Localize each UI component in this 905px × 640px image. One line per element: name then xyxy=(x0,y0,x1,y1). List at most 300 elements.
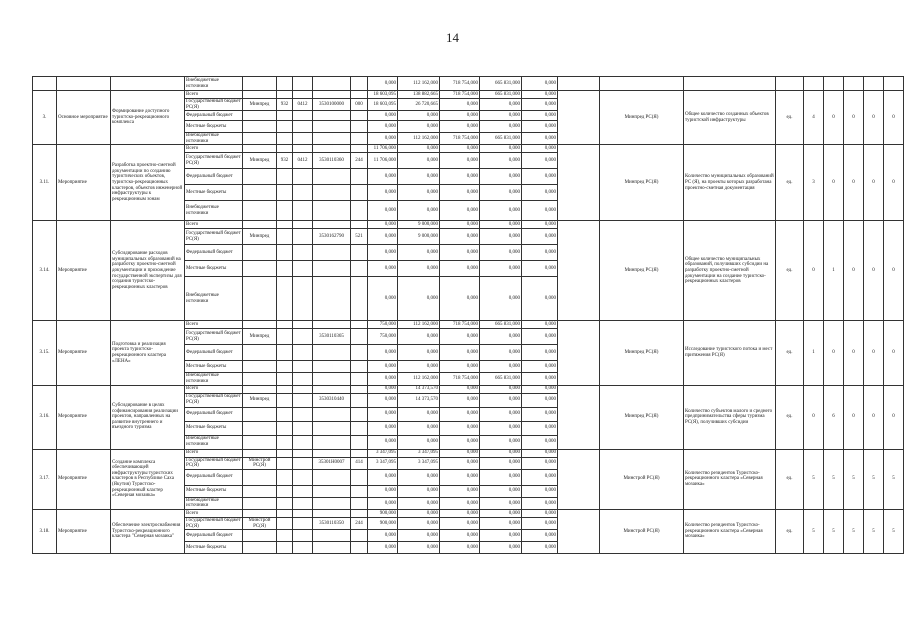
table-row xyxy=(33,385,904,393)
code-cell xyxy=(277,321,293,329)
code-cell xyxy=(313,361,351,373)
amount-cell: 0,000 xyxy=(522,393,558,407)
amount-cell: 0,000 xyxy=(522,153,558,169)
code-cell xyxy=(293,169,313,185)
amount-cell: 750,000 xyxy=(368,329,398,345)
spacer-cell xyxy=(558,221,600,321)
code-cell xyxy=(243,542,277,554)
amount-cell: 0,000 xyxy=(398,345,440,361)
code-cell xyxy=(313,111,351,121)
amount-cell: 0,000 xyxy=(368,185,398,201)
amount-cell: 0,000 xyxy=(398,485,440,497)
csr-cell: 3530162790 xyxy=(313,229,351,245)
target-cell: 5 xyxy=(824,509,844,553)
source-label-cell: Федеральный бюджет xyxy=(185,530,243,542)
target-cell: 0 xyxy=(844,221,864,321)
source-label-cell: Внебюджетные источники xyxy=(185,497,243,509)
row-number-cell: 3. xyxy=(33,91,57,145)
code-cell xyxy=(293,542,313,554)
code-cell xyxy=(313,421,351,435)
amount-cell: 0,000 xyxy=(522,542,558,554)
code-cell xyxy=(243,145,277,153)
unit-cell: ед. xyxy=(776,91,804,145)
table-row xyxy=(33,449,904,457)
code-cell xyxy=(351,407,368,421)
amount-cell: 0,000 xyxy=(522,169,558,185)
amount-cell: 0,000 xyxy=(480,345,522,361)
target-cell: 3 xyxy=(804,145,824,221)
code-cell xyxy=(243,373,277,385)
code-cell xyxy=(277,469,293,485)
code-cell xyxy=(277,449,293,457)
amount-cell: 718 754,000 xyxy=(440,321,480,329)
amount-cell: 0,000 xyxy=(440,449,480,457)
amount-cell: 0,000 xyxy=(440,497,480,509)
source-label-cell: Внебюджетные источники xyxy=(185,77,243,91)
executor-cell: Минпред РС(Я) xyxy=(600,91,684,145)
code-cell xyxy=(243,169,277,185)
source-label-cell: Федеральный бюджет xyxy=(185,469,243,485)
amount-cell: 0,000 xyxy=(480,245,522,261)
amount-cell: 0,000 xyxy=(368,542,398,554)
code-cell xyxy=(293,145,313,153)
unit-cell: ед. xyxy=(776,449,804,509)
target-cell xyxy=(824,77,844,91)
table-row xyxy=(33,221,904,229)
amount-cell: 665 831,000 xyxy=(480,321,522,329)
amount-cell: 0,000 xyxy=(440,517,480,529)
amount-cell: 718 754,000 xyxy=(440,77,480,91)
amount-cell: 0,000 xyxy=(440,153,480,169)
amount-cell: 0,000 xyxy=(522,329,558,345)
code-cell xyxy=(351,345,368,361)
code-cell xyxy=(351,245,368,261)
code-cell xyxy=(277,385,293,393)
code-cell xyxy=(243,421,277,435)
amount-cell: 0,000 xyxy=(522,99,558,111)
amount-cell: 0,000 xyxy=(440,201,480,221)
code-cell xyxy=(277,373,293,385)
code-cell xyxy=(293,435,313,449)
amount-cell: 0,000 xyxy=(368,435,398,449)
target-cell: 0 xyxy=(844,385,864,449)
code-cell xyxy=(243,201,277,221)
code-cell xyxy=(277,201,293,221)
table-row xyxy=(33,77,904,91)
code-cell xyxy=(243,497,277,509)
code-cell xyxy=(313,345,351,361)
source-label-cell: Государственный бюджет РС(Я) xyxy=(186,99,241,110)
amount-cell: 0,000 xyxy=(368,111,398,121)
amount-cell: 0,000 xyxy=(480,435,522,449)
amount-cell: 0,000 xyxy=(368,261,398,277)
target-cell: 0 xyxy=(884,385,904,449)
target-cell: 5 xyxy=(884,509,904,553)
agency-cell: Минстрой РС(Я) xyxy=(243,517,277,529)
amount-cell: 138 882,665 xyxy=(398,91,440,99)
amount-cell: 0,000 xyxy=(480,361,522,373)
csr-cell: 3530110365 xyxy=(313,329,351,345)
row-name-cell: Субсидирование в целях софинансирования реализации проектов, направленных на развитие внутреннего и въездного туризма xyxy=(111,385,185,449)
source-label-cell: Местные бюджеты xyxy=(185,261,243,277)
code-cell xyxy=(313,385,351,393)
amount-cell: 0,000 xyxy=(398,530,440,542)
code-cell xyxy=(277,245,293,261)
row-number-cell: 3.15. xyxy=(33,321,57,385)
amount-cell: 0,000 xyxy=(480,542,522,554)
code-cell xyxy=(293,421,313,435)
target-cell: 5 xyxy=(884,449,904,509)
amount-cell: 0,000 xyxy=(440,111,480,121)
spacer-cell xyxy=(558,321,600,385)
target-cell: 0 xyxy=(884,91,904,145)
code-cell xyxy=(313,321,351,329)
amount-cell: 0,000 xyxy=(522,77,558,91)
executor-cell: Минпред РС(Я) xyxy=(600,385,684,449)
code-cell xyxy=(313,121,351,133)
amount-cell: 0,000 xyxy=(368,361,398,373)
code-cell xyxy=(351,77,368,91)
amount-cell: 0,000 xyxy=(368,245,398,261)
amount-cell: 0,000 xyxy=(480,121,522,133)
code-cell xyxy=(243,261,277,277)
code-cell xyxy=(293,111,313,121)
code-cell xyxy=(293,469,313,485)
code-cell xyxy=(277,261,293,277)
amount-cell: 0,000 xyxy=(522,261,558,277)
code-cell xyxy=(277,407,293,421)
amount-cell: 0,000 xyxy=(440,509,480,517)
code-cell xyxy=(243,361,277,373)
source-label-cell: Всего xyxy=(185,385,243,393)
source-label-cell: Внебюджетные источники xyxy=(185,133,243,145)
amount-cell: 112 162,000 xyxy=(398,77,440,91)
code-cell xyxy=(243,435,277,449)
code-cell xyxy=(243,221,277,229)
code-cell xyxy=(293,77,313,91)
amount-cell: 0,000 xyxy=(398,261,440,277)
vr-cell: 521 xyxy=(351,229,368,245)
target-cell: 1 xyxy=(804,321,824,385)
amount-cell: 900,000 xyxy=(368,509,398,517)
amount-cell: 0,000 xyxy=(368,229,398,245)
code-cell xyxy=(351,133,368,145)
table-row xyxy=(33,509,904,517)
source-label-cell: Местные бюджеты xyxy=(185,421,243,435)
amount-cell: 9 000,000 xyxy=(398,221,440,229)
code-cell xyxy=(351,530,368,542)
amount-cell: 0,000 xyxy=(398,361,440,373)
indicator-cell: Количество муниципальных образований РС (Я), на проекты которых разработана проектно-сметная документация xyxy=(684,145,776,221)
code-cell xyxy=(243,91,277,99)
amount-cell: 0,000 xyxy=(522,245,558,261)
rzpr-cell xyxy=(293,393,313,407)
amount-cell: 0,000 xyxy=(398,277,440,321)
code-cell xyxy=(243,385,277,393)
amount-cell: 0,000 xyxy=(398,517,440,529)
amount-cell: 0,000 xyxy=(398,421,440,435)
amount-cell: 900,000 xyxy=(368,517,398,529)
indicator-cell xyxy=(684,77,776,91)
source-label-cell: Федеральный бюджет xyxy=(185,407,243,421)
target-cell: 0 xyxy=(864,385,884,449)
amount-cell: 0,000 xyxy=(368,393,398,407)
amount-cell: 0,000 xyxy=(440,229,480,245)
code-cell xyxy=(313,169,351,185)
vr-cell xyxy=(351,393,368,407)
code-cell xyxy=(277,185,293,201)
row-number-cell: 3.14. xyxy=(33,221,57,321)
indicator-cell: Количество резидентов Туристско-рекреационного кластера «Северная мозаика» xyxy=(684,449,776,509)
source-label-cell: Федеральный бюджет xyxy=(185,169,243,185)
amount-cell: 718 754,000 xyxy=(440,133,480,145)
target-cell xyxy=(864,77,884,91)
amount-cell: 3 347,095 xyxy=(368,457,398,469)
amount-cell: 0,000 xyxy=(398,145,440,153)
unit-cell: ед. xyxy=(776,385,804,449)
amount-cell: 3 347,095 xyxy=(368,449,398,457)
code-cell xyxy=(293,485,313,497)
amount-cell: 0,000 xyxy=(368,469,398,485)
code-cell xyxy=(351,469,368,485)
amount-cell: 3 347,095 xyxy=(398,457,440,469)
amount-cell: 0,000 xyxy=(398,542,440,554)
amount-cell: 0,000 xyxy=(522,277,558,321)
row-name-cell xyxy=(111,77,185,91)
unit-cell: ед. xyxy=(776,509,804,553)
amount-cell: 0,000 xyxy=(440,185,480,201)
indicator-cell: Количество резидентов Туристско-рекреационного кластера «Северная мозаика» xyxy=(684,509,776,553)
target-cell: 0 xyxy=(864,321,884,385)
source-label-cell: Внебюджетные источники xyxy=(185,201,243,221)
unit-cell: ед. xyxy=(776,221,804,321)
amount-cell: 0,000 xyxy=(522,321,558,329)
rzpr-cell xyxy=(293,517,313,529)
executor-cell: Минстрой РС(Я) xyxy=(600,509,684,553)
code-cell xyxy=(313,485,351,497)
amount-cell: 0,000 xyxy=(480,145,522,153)
amount-cell: 14 373,570 xyxy=(398,385,440,393)
target-cell: 0 xyxy=(844,145,864,221)
code-cell xyxy=(351,185,368,201)
indicator-cell: Количество субъектов малого и среднего предпринимательства сферы туризма РС(Я), получивших субсидии xyxy=(684,385,776,449)
code-cell xyxy=(277,169,293,185)
code-cell xyxy=(293,221,313,229)
target-cell: 0 xyxy=(844,321,864,385)
code-cell xyxy=(351,509,368,517)
code-cell xyxy=(293,509,313,517)
code-cell xyxy=(277,542,293,554)
amount-cell: 0,000 xyxy=(522,121,558,133)
source-label-cell: Внебюджетные источники xyxy=(185,373,243,385)
code-cell xyxy=(277,121,293,133)
agency-cell: Минпред xyxy=(243,329,277,345)
code-cell xyxy=(243,111,277,121)
amount-cell: 0,000 xyxy=(522,517,558,529)
amount-cell: 0,000 xyxy=(522,133,558,145)
amount-cell: 18 603,095 xyxy=(368,99,398,111)
source-label-cell: Государственный бюджет РС(Я) xyxy=(186,394,241,406)
amount-cell: 0,000 xyxy=(398,469,440,485)
amount-cell: 0,000 xyxy=(440,485,480,497)
executor-cell: Минпред РС(Я) xyxy=(600,145,684,221)
amount-cell: 0,000 xyxy=(440,530,480,542)
amount-cell: 3 347,095 xyxy=(398,449,440,457)
amount-cell: 0,000 xyxy=(522,449,558,457)
amount-cell: 0,000 xyxy=(440,221,480,229)
row-number-cell: 3.16. xyxy=(33,385,57,449)
code-cell xyxy=(313,509,351,517)
target-cell: 4 xyxy=(804,91,824,145)
amount-cell: 0,000 xyxy=(480,277,522,321)
amount-cell: 665 831,000 xyxy=(480,373,522,385)
row-name-cell: Формирование доступного туристско-рекреационного комплекса xyxy=(111,91,185,145)
code-cell xyxy=(351,485,368,497)
code-cell xyxy=(243,345,277,361)
row-number-cell: 3.11. xyxy=(33,145,57,221)
code-cell xyxy=(313,91,351,99)
amount-cell: 0,000 xyxy=(480,393,522,407)
executor-cell xyxy=(600,77,684,91)
page-number: 14 xyxy=(446,30,459,45)
code-cell xyxy=(351,449,368,457)
code-cell xyxy=(313,261,351,277)
spacer-cell xyxy=(558,145,600,221)
amount-cell: 0,000 xyxy=(368,221,398,229)
amount-cell: 0,000 xyxy=(480,229,522,245)
source-label-cell: Государственный бюджет РС(Я) xyxy=(186,457,241,469)
amount-cell: 26 720,665 xyxy=(398,99,440,111)
amount-cell: 0,000 xyxy=(522,421,558,435)
code-cell xyxy=(351,261,368,277)
row-name-cell: Создание комплекса обеспечивающей инфраструктуры туристских кластеров в Республике Саха (Якутия) Туристско-рекреационный кластер «Северная мозаика» xyxy=(111,449,185,509)
row-type-cell: Мероприятие xyxy=(57,145,111,221)
amount-cell: 0,000 xyxy=(440,457,480,469)
code-cell xyxy=(243,121,277,133)
code-cell xyxy=(351,497,368,509)
amount-cell: 0,000 xyxy=(440,542,480,554)
amount-cell: 0,000 xyxy=(398,153,440,169)
amount-cell: 0,000 xyxy=(522,385,558,393)
code-cell xyxy=(293,91,313,99)
code-cell xyxy=(277,133,293,145)
amount-cell: 0,000 xyxy=(368,345,398,361)
agency-cell: Минпред xyxy=(243,153,277,169)
indicator-cell: Исследование туристского потока и мест притяжения РС(Я) xyxy=(684,321,776,385)
code-cell xyxy=(313,277,351,321)
amount-cell: 0,000 xyxy=(480,153,522,169)
amount-cell: 0,000 xyxy=(522,457,558,469)
budget-table-body xyxy=(33,77,904,554)
code-cell xyxy=(313,407,351,421)
amount-cell: 0,000 xyxy=(368,485,398,497)
amount-cell: 0,000 xyxy=(522,497,558,509)
code-cell xyxy=(243,185,277,201)
code-cell xyxy=(243,407,277,421)
code-cell xyxy=(243,133,277,145)
code-cell xyxy=(293,497,313,509)
row-number-cell xyxy=(33,77,57,91)
row-type-cell xyxy=(57,77,111,91)
amount-cell: 718 754,000 xyxy=(440,91,480,99)
code-cell xyxy=(293,321,313,329)
amount-cell: 0,000 xyxy=(440,421,480,435)
source-label-cell: Местные бюджеты xyxy=(185,361,243,373)
amount-cell: 0,000 xyxy=(440,145,480,153)
grbs-cell xyxy=(277,517,293,529)
code-cell xyxy=(243,245,277,261)
amount-cell: 0,000 xyxy=(398,435,440,449)
amount-cell: 0,000 xyxy=(440,245,480,261)
indicator-cell: Общее количество созданных объектов туристской инфраструктуры xyxy=(684,91,776,145)
amount-cell: 0,000 xyxy=(368,133,398,145)
amount-cell: 0,000 xyxy=(480,485,522,497)
target-cell: 5 xyxy=(804,509,824,553)
amount-cell: 0,000 xyxy=(398,245,440,261)
grbs-cell xyxy=(277,457,293,469)
code-cell xyxy=(313,542,351,554)
amount-cell: 0,000 xyxy=(480,201,522,221)
amount-cell: 0,000 xyxy=(440,393,480,407)
amount-cell: 0,000 xyxy=(522,469,558,485)
amount-cell: 0,000 xyxy=(440,361,480,373)
amount-cell: 665 831,000 xyxy=(480,133,522,145)
target-cell: 5 xyxy=(844,449,864,509)
row-number-cell: 3.18. xyxy=(33,509,57,553)
amount-cell: 0,000 xyxy=(440,385,480,393)
target-cell: 0 xyxy=(864,221,884,321)
code-cell xyxy=(351,221,368,229)
amount-cell: 0,000 xyxy=(480,421,522,435)
code-cell xyxy=(293,185,313,201)
source-label-cell: Местные бюджеты xyxy=(185,121,243,133)
code-cell xyxy=(351,121,368,133)
vr-cell xyxy=(351,329,368,345)
amount-cell: 0,000 xyxy=(368,530,398,542)
rzpr-cell xyxy=(293,457,313,469)
code-cell xyxy=(277,111,293,121)
budget-table xyxy=(32,76,904,554)
code-cell xyxy=(293,277,313,321)
target-cell: 0 xyxy=(824,321,844,385)
row-type-cell: Мероприятие xyxy=(57,509,111,553)
table-row xyxy=(33,145,904,153)
amount-cell: 0,000 xyxy=(522,373,558,385)
source-label-cell: Федеральный бюджет xyxy=(185,345,243,361)
code-cell xyxy=(293,449,313,457)
amount-cell: 665 831,000 xyxy=(480,77,522,91)
amount-cell: 0,000 xyxy=(368,277,398,321)
amount-cell: 0,000 xyxy=(440,169,480,185)
amount-cell: 0,000 xyxy=(522,509,558,517)
code-cell xyxy=(293,385,313,393)
source-label-cell: Государственный бюджет РС(Я) xyxy=(186,517,241,529)
grbs-cell xyxy=(277,329,293,345)
source-label-cell: Внебюджетные источники xyxy=(185,277,243,321)
agency-cell: Минпред xyxy=(243,229,277,245)
source-label-cell: Государственный бюджет РС(Я) xyxy=(185,229,243,245)
rzpr-cell: 0412 xyxy=(293,153,313,169)
code-cell xyxy=(277,91,293,99)
amount-cell: 0,000 xyxy=(368,373,398,385)
amount-cell: 0,000 xyxy=(522,485,558,497)
amount-cell: 0,000 xyxy=(522,221,558,229)
code-cell xyxy=(313,435,351,449)
code-cell xyxy=(277,497,293,509)
target-cell xyxy=(804,77,824,91)
code-cell xyxy=(293,361,313,373)
code-cell xyxy=(293,201,313,221)
